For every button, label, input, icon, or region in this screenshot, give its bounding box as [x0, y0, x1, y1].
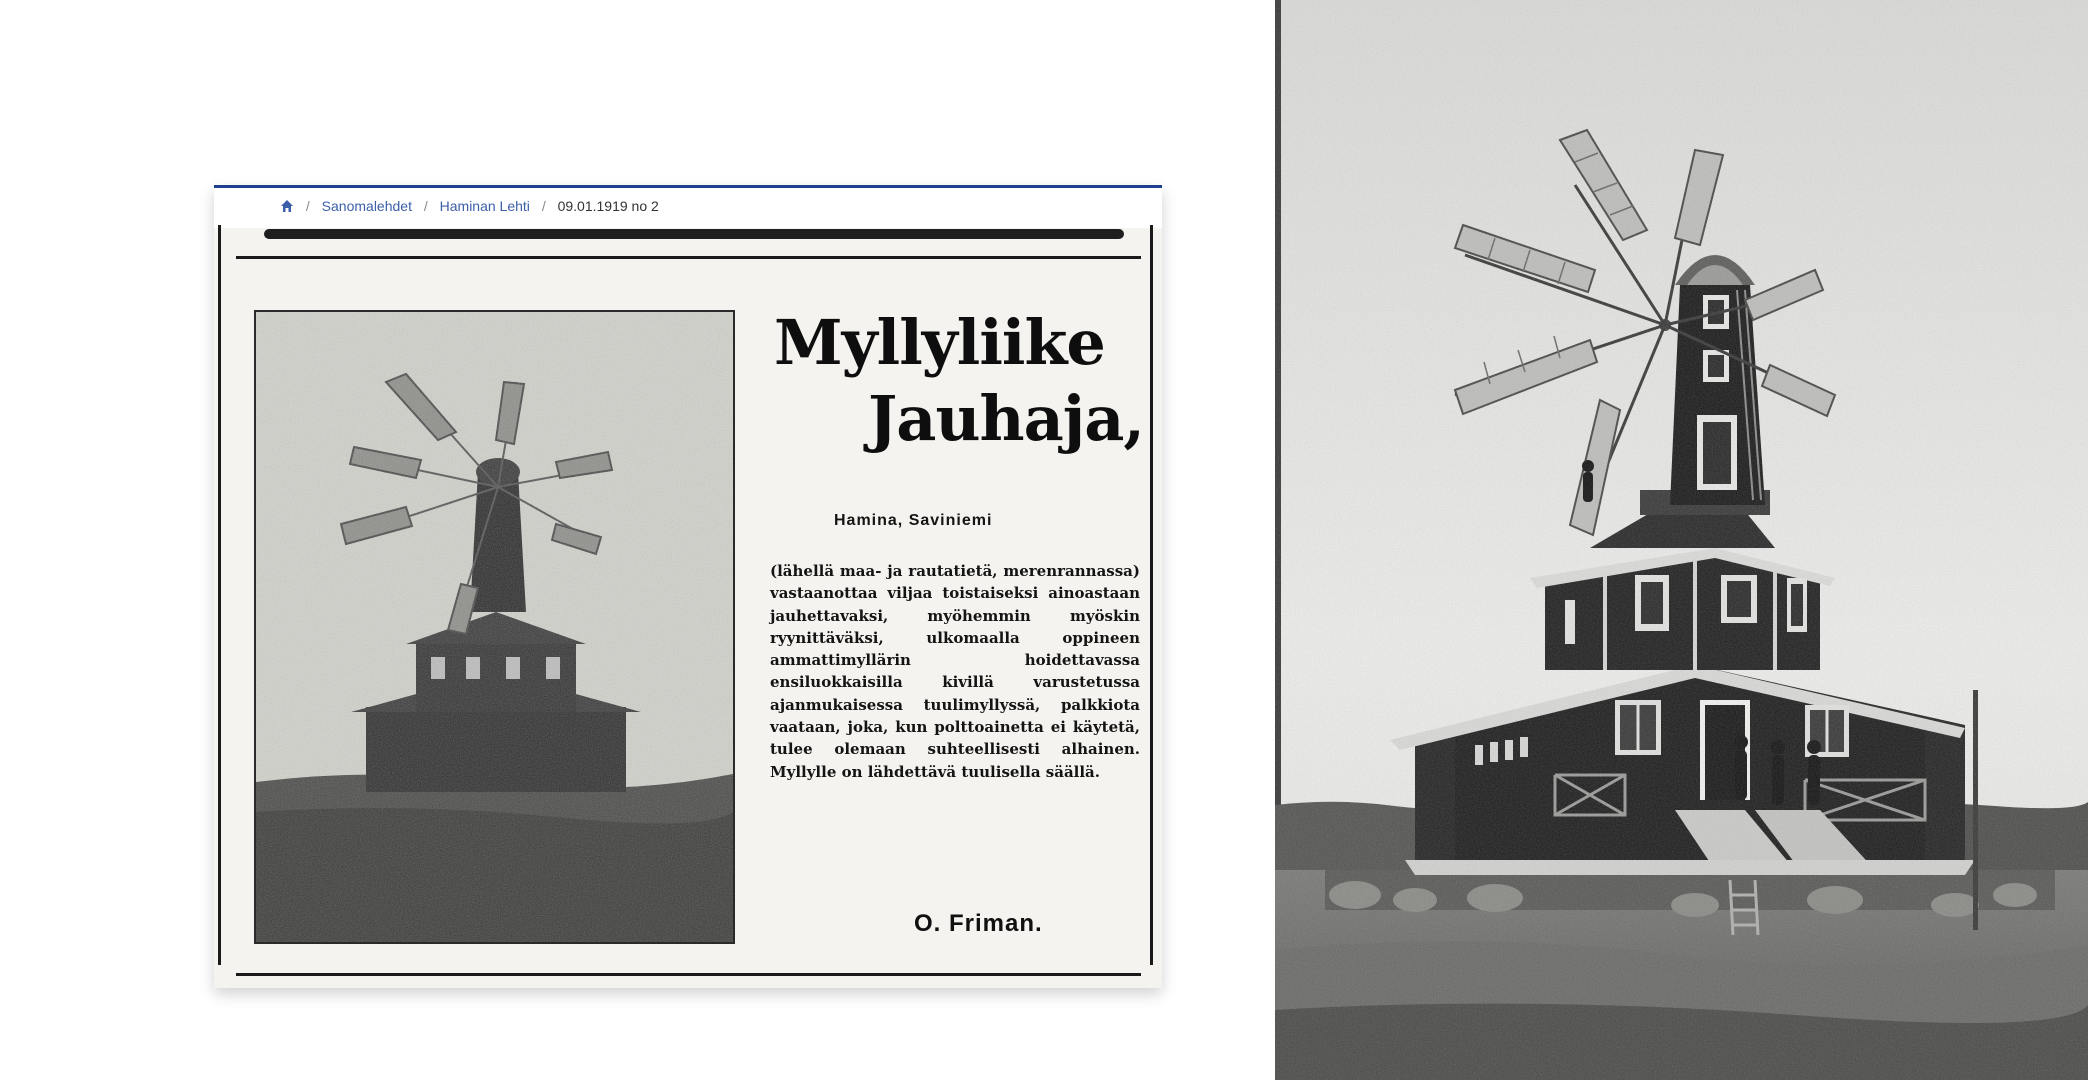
- ad-title-line1: Myllyliike: [774, 306, 1105, 379]
- breadcrumb-separator: /: [541, 198, 546, 214]
- ad-title-line2: Jauhaja,: [867, 382, 1144, 455]
- breadcrumb-separator: /: [423, 198, 428, 214]
- ad-signature: O. Friman.: [914, 910, 1043, 937]
- breadcrumb-link-publication[interactable]: Haminan Lehti: [439, 198, 530, 214]
- left-rule: [218, 225, 221, 965]
- top-rule-thick: [264, 229, 1124, 239]
- breadcrumb-separator: /: [305, 198, 310, 214]
- breadcrumb-bar: [214, 185, 1162, 228]
- newspaper-clipping: [214, 185, 1162, 988]
- top-rule-thin: [236, 256, 1141, 259]
- ad-body-text: (lähellä maa- ja rautatietä, merenrannassa) vastaanottaa viljaa toistaiseksi ainoastaan jauhettavaksi, myöhemmin myöskin ryynittäväksi, ulkomaalla oppineen ammattimyllärin hoidettavassa ensiluokkaisilla kivillä varustetussa ajanmukaisessa tuulimyllyssä, palkkiota vaataan, joka, kun polttoainetta ei käytetä, tulee olemaan suhteellisesti alhainen. Myllylle on lähdettävä tuulisella säällä.: [770, 562, 1140, 781]
- ad-title: [774, 305, 1144, 457]
- ad-location: Hamina, Saviniemi: [834, 512, 993, 529]
- bottom-rule: [236, 973, 1141, 976]
- breadcrumb: [280, 198, 659, 216]
- right-rule: [1150, 225, 1153, 965]
- breadcrumb-current-issue: 09.01.1919 no 2: [557, 198, 659, 214]
- breadcrumb-link-newspapers[interactable]: Sanomalehdet: [321, 198, 412, 214]
- windmill-newspaper-photo: [254, 310, 735, 944]
- home-icon[interactable]: [280, 199, 294, 216]
- windmill-photograph: [1275, 0, 2088, 1080]
